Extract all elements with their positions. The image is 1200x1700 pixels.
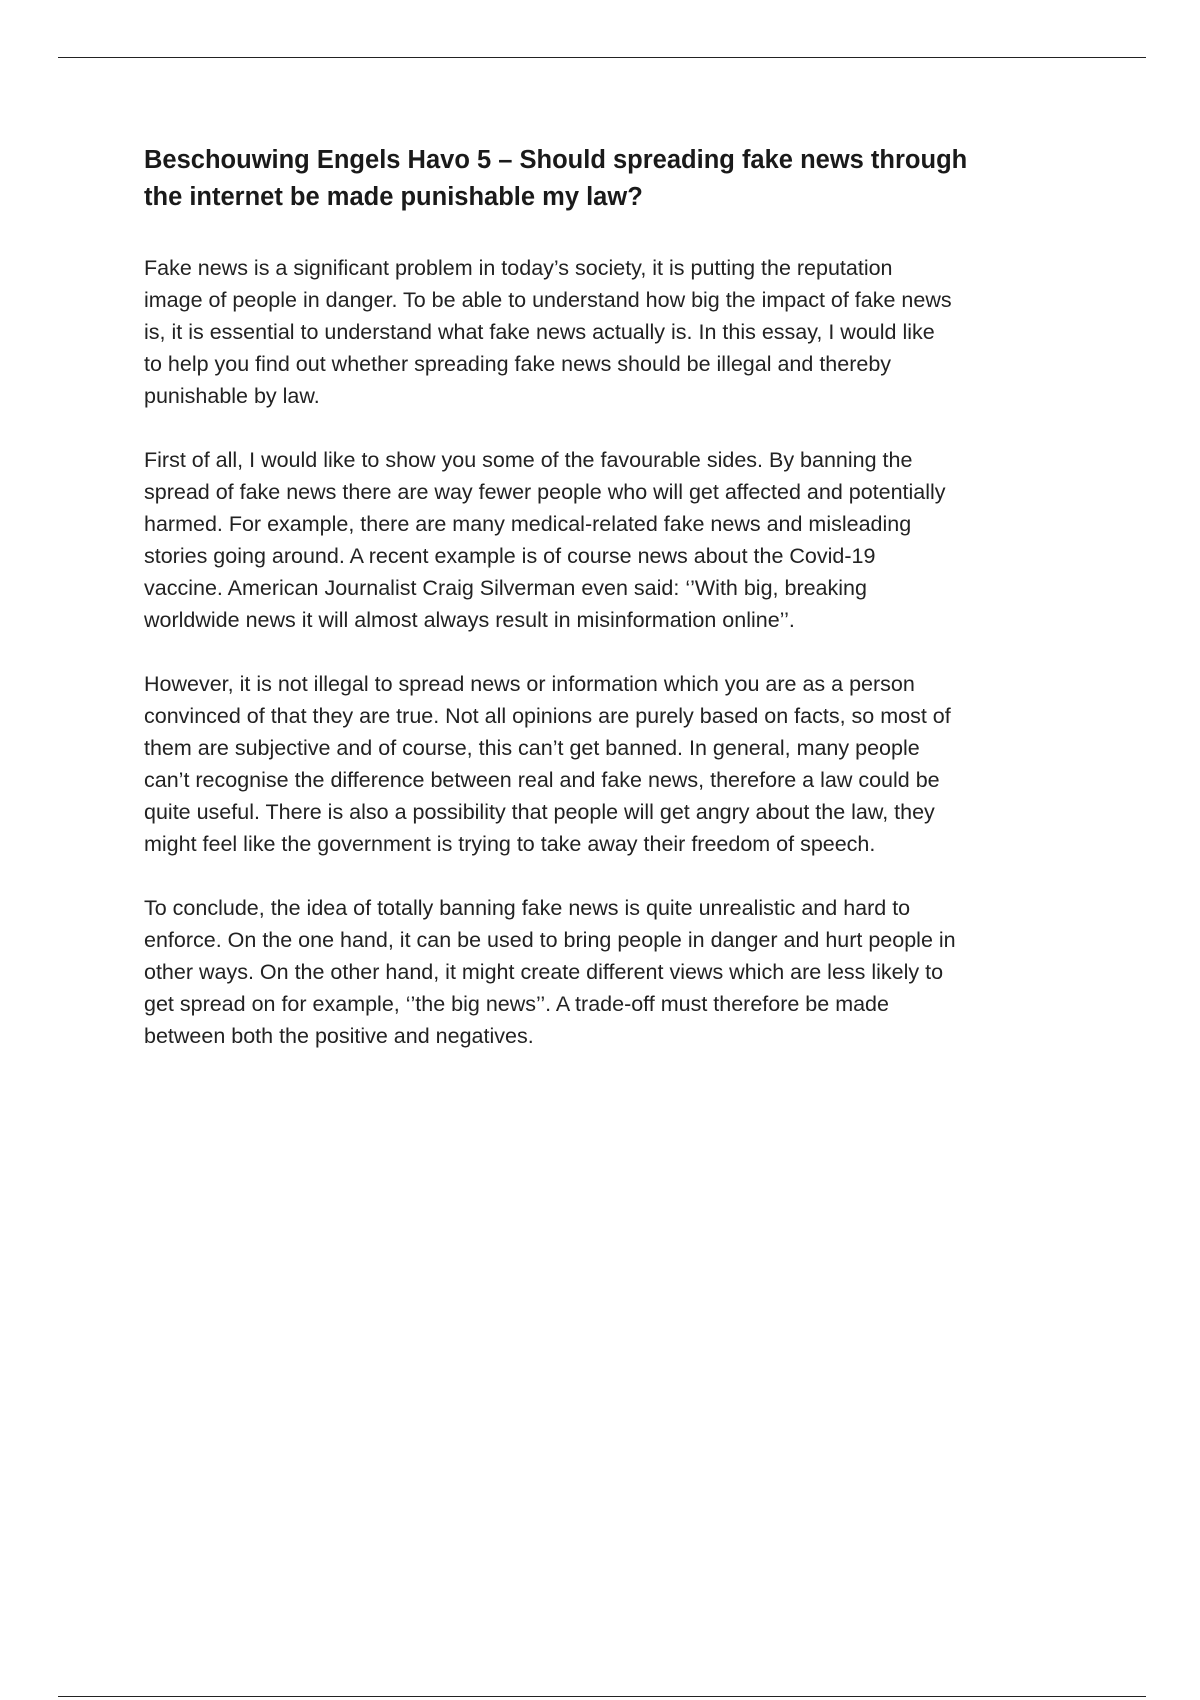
- text-line: quite useful. There is also a possibility that people will get angry about the law, they: [144, 800, 935, 824]
- text-line: image of people in danger. To be able to understand how big the impact of fake news: [144, 288, 952, 312]
- text-line: other ways. On the other hand, it might create different views which are less likely to: [144, 960, 944, 984]
- text-line: First of all, I would like to show you some of the favourable sides. By banning the: [144, 448, 913, 472]
- paragraph-favourable-sides: [144, 444, 1064, 636]
- text-line: To conclude, the idea of totally banning fake news is quite unrealistic and hard to: [144, 896, 911, 920]
- text-line: can’t recognise the difference between real and fake news, therefore a law could be: [144, 768, 940, 792]
- title-line: the internet be made punishable my law?: [144, 183, 643, 211]
- paragraph-introduction: [144, 252, 1064, 412]
- text-line: might feel like the government is trying to take away their freedom of speech.: [144, 832, 876, 856]
- text-line: stories going around. A recent example is of course news about the Covid-19: [144, 544, 876, 568]
- document-body: [144, 142, 1064, 1084]
- text-line: convinced of that they are true. Not all opinions are purely based on facts, so most of: [144, 704, 951, 728]
- footer-rule: [58, 1696, 1146, 1697]
- text-line: enforce. On the one hand, it can be used to bring people in danger and hurt people in: [144, 928, 956, 952]
- header-rule: [58, 57, 1146, 58]
- title-line: Beschouwing Engels Havo 5 – Should spreading fake news through: [144, 146, 968, 174]
- text-line: vaccine. American Journalist Craig Silverman even said: ‘’With big, breaking: [144, 576, 867, 600]
- text-line: Fake news is a significant problem in today’s society, it is putting the reputation: [144, 256, 893, 280]
- text-line: However, it is not illegal to spread news or information which you are as a person: [144, 672, 915, 696]
- paragraph-conclusion: [144, 892, 1064, 1052]
- text-line: get spread on for example, ‘’the big news’’. A trade-off must therefore be made: [144, 992, 889, 1016]
- text-line: is, it is essential to understand what fake news actually is. In this essay, I would like: [144, 320, 935, 344]
- document-title: [144, 142, 1064, 216]
- text-line: punishable by law.: [144, 384, 320, 408]
- text-line: between both the positive and negatives.: [144, 1024, 534, 1048]
- text-line: spread of fake news there are way fewer people who will get affected and potentially: [144, 480, 946, 504]
- text-line: worldwide news it will almost always result in misinformation online’’.: [144, 608, 795, 632]
- paragraph-counterargument: [144, 668, 1064, 860]
- text-line: harmed. For example, there are many medical-related fake news and misleading: [144, 512, 912, 536]
- text-line: to help you find out whether spreading fake news should be illegal and thereby: [144, 352, 892, 376]
- text-line: them are subjective and of course, this can’t get banned. In general, many people: [144, 736, 920, 760]
